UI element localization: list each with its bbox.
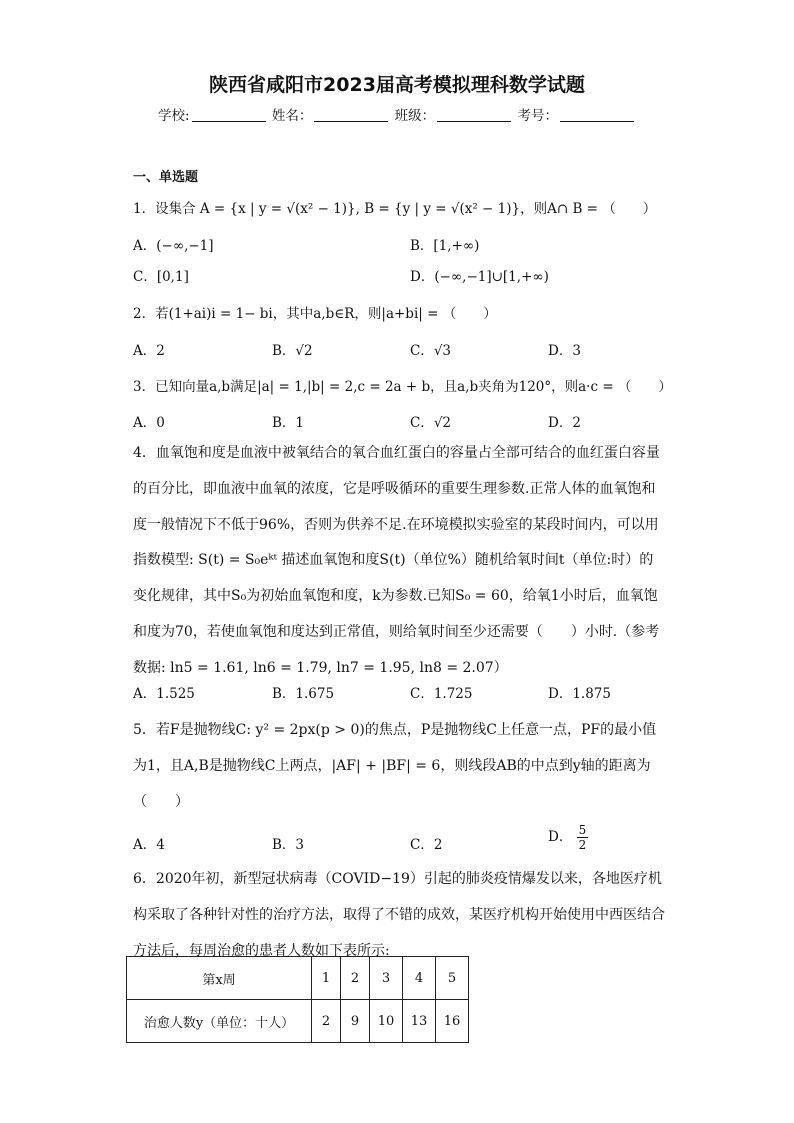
q5-option-d-prefix: D．	[548, 829, 573, 845]
q1-option-d[interactable]: D．(−∞,−1]∪[1,+∞)	[410, 269, 549, 285]
student-info-line	[0, 104, 794, 124]
school-blank[interactable]	[192, 109, 266, 122]
table-row	[127, 1000, 469, 1043]
table-cell: 16	[436, 1000, 469, 1043]
q5-option-d-fraction	[577, 823, 589, 852]
q5-option-b[interactable]: B．3	[272, 837, 305, 853]
exam-number-blank[interactable]	[560, 109, 634, 122]
table-cell: 4	[403, 957, 436, 1000]
q2-option-d[interactable]: D．3	[548, 343, 581, 359]
table-row	[127, 957, 469, 1000]
q5-option-c[interactable]: C．2	[410, 837, 443, 853]
q2-option-b[interactable]: B．√2	[272, 343, 313, 359]
class-label: 班级：	[394, 108, 436, 124]
q1-option-a[interactable]: A．(−∞,−1]	[133, 238, 214, 254]
exam-title: 陕西省咸阳市2023届高考模拟理科数学试题	[209, 74, 585, 96]
q5-text: 5．若F是抛物线C: y² = 2px(p > 0)的焦点，P是抛物线C上任意一点，PF的最小值为1，且A,B是抛物线C上两点，|AF| + |BF| = 6，则线段AB的中点到y轴的距离为（ ）	[133, 722, 657, 810]
section-heading: 一、单选题	[133, 170, 199, 185]
name-blank[interactable]	[314, 109, 388, 122]
q5-option-d[interactable]	[548, 823, 588, 852]
q3-option-c[interactable]: C．√2	[410, 415, 452, 431]
name-label: 姓名：	[271, 108, 313, 124]
q4-option-a[interactable]: A．1.525	[133, 686, 195, 702]
table-cell: 13	[403, 1000, 436, 1043]
table-cell: 2	[341, 957, 370, 1000]
q4-option-c[interactable]: C．1.725	[410, 686, 473, 702]
q3-option-d[interactable]: D．2	[548, 415, 581, 431]
exam-number-label: 考号：	[517, 108, 558, 124]
table-cell: 9	[341, 1000, 370, 1043]
table-cell-week-label: 第x周	[127, 957, 312, 1000]
table-cell: 3	[370, 957, 403, 1000]
q3-stem: 3．已知向量a,b满足|a| = 1,|b| = 2,c = 2a + b，且a,b夹角为120°，则a·c = （ ）	[133, 379, 672, 395]
q1-option-c[interactable]: C．[0,1]	[133, 269, 189, 285]
table-cell: 1	[312, 957, 341, 1000]
fraction-denominator: 2	[578, 838, 587, 852]
table-cell: 2	[312, 1000, 341, 1043]
q2-option-a[interactable]: A．2	[133, 343, 165, 359]
q1-stem: 1．设集合 A = {x | y = √(x² − 1)}, B = {y | y = √(x² − 1)}，则A∩ B = （ ）	[133, 201, 657, 217]
fraction-numerator: 5	[578, 823, 587, 837]
q5-option-a[interactable]: A．4	[133, 837, 165, 853]
q1-option-b[interactable]: B．[1,+∞)	[410, 238, 480, 254]
q2-stem: 2．若(1+ai)i = 1− bi，其中a,b∈R，则|a+bi| = （ ）	[133, 306, 497, 322]
q2-option-c[interactable]: C．√3	[410, 343, 452, 359]
q3-option-a[interactable]: A．0	[133, 415, 165, 431]
table-cell: 10	[370, 1000, 403, 1043]
class-blank[interactable]	[437, 109, 511, 122]
q6-text: 6．2020年初，新型冠状病毒（COVID−19）引起的肺炎疫情爆发以来，各地医疗机构采取了各种针对性的治疗方法，取得了不错的成效，某医疗机构开始使用中西医结合方法后，每周治愈的患者人数如下表所示:	[133, 871, 665, 959]
q4-option-d[interactable]: D．1.875	[548, 686, 611, 702]
table-cell-cured-label: 治愈人数y（单位：十人）	[127, 1000, 312, 1043]
q4-option-b[interactable]: B．1.675	[272, 686, 335, 702]
table-cell: 5	[436, 957, 469, 1000]
school-label: 学校:	[158, 108, 190, 124]
q4-text: 4．血氧饱和度是血液中被氧结合的氧合血红蛋白的容量占全部可结合的血红蛋白容量的百分比，即血液中血氧的浓度，它是呼吸循环的重要生理参数.正常人体的血氧饱和度一般情况下不低于96%，否则为供养不足.在环境模拟实验室的某段时间内，可以用指数模型: S(t) = S₀eᵏᵗ 描述血氧饱和度S(t)（单位%）随机给氧时间t（单位:时）的变化规律，其中S₀为初始血氧饱和度，k为参数.已知S₀ = 60，给氧1小时后，血氧饱和度为70，若使血氧饱和度达到正常值，则给氧时间至少还需要（ ）小时.（参考数据: ln5 = 1.61, ln6 = 1.79, ln7 = 1.95, ln8 = 2.07）	[133, 445, 660, 676]
q3-option-b[interactable]: B．1	[272, 415, 305, 431]
q6-data-table	[126, 956, 469, 1043]
